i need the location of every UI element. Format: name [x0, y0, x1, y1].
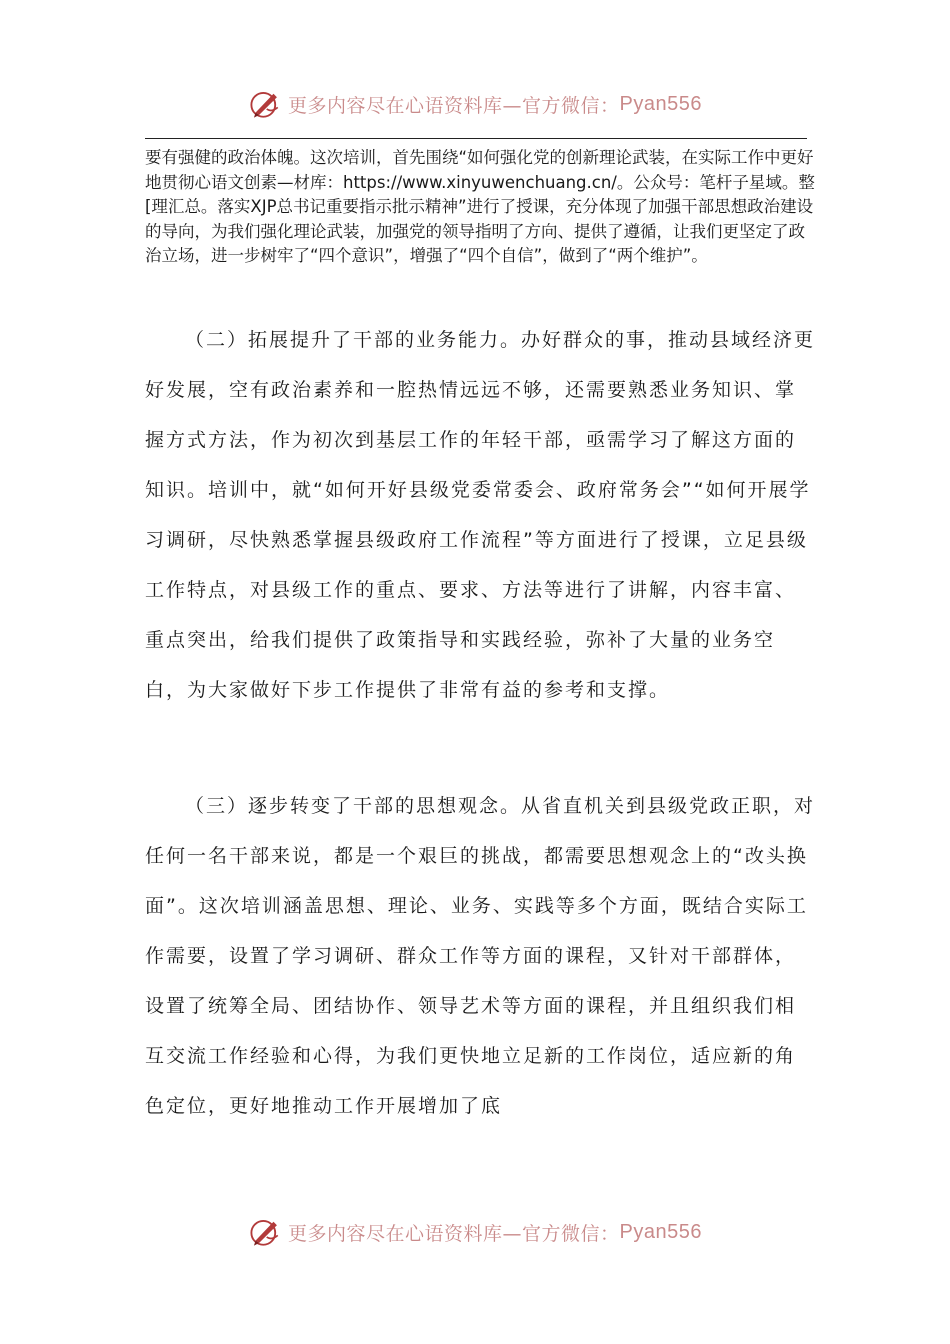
- paragraph-2: （二）拓展提升了干部的业务能力。办好群众的事，推动县域经济更好发展，空有政治素养和一腔热情远远不够，还需要熟悉业务知识、掌握方式方法，作为初次到基层工作的年轻干部，亟需学习了解这方面的知识。培训中，就“如何开好县级党委常委会、政府常务会”“如何开展学习调研，尽快熟悉掌握县级政府工作流程”等方面进行了授课，立足县级工作特点，对县级工作的重点、要求、方法等进行了讲解，内容丰富、重点突出，给我们提供了政策指导和实践经验，弥补了大量的业务空白，为大家做好下步工作提供了非常有益的参考和支撑。: [145, 329, 816, 701]
- banner-text: 更多内容尽在心语资料库—官方微信：: [288, 1222, 620, 1245]
- pen-circle-logo-icon: [248, 87, 282, 121]
- header-rule: [145, 138, 807, 139]
- banner-wechat-id: Pyan556: [619, 1220, 702, 1243]
- pen-circle-logo-icon: [248, 1215, 282, 1249]
- banner-wechat-id: Pyan556: [619, 92, 702, 115]
- header-banner: [0, 84, 950, 124]
- footer-banner: [0, 1212, 950, 1252]
- paragraph-1: 要有强健的政治体魄。这次培训，首先围绕“如何强化党的创新理论武装，在实际工作中更好地贯彻心语文创素—材库：https://www.xinyuwenchuang.cn/。公众号：笔杆子星域。整[理汇总。落实XJP总书记重要指示批示精神”进行了授课，充分体现了加强干部思想政治建设的导向，为我们强化理论武装，加强党的领导指明了方向、提供了遵循，让我们更坚定了政治立场，进一步树牢了“四个意识”，增强了“四个自信”，做到了“两个维护”。: [145, 148, 815, 265]
- paragraph-3: （三）逐步转变了干部的思想观念。从省直机关到县级党政正职，对任何一名干部来说，都是一个艰巨的挑战，都需要思想观念上的“改头换面”。这次培训涵盖思想、理论、业务、实践等多个方面，既结合实际工作需要，设置了学习调研、群众工作等方面的课程，又针对干部群体，设置了统筹全局、团结协作、领导艺术等方面的课程，并且组织我们相互交流工作经验和心得，为我们更快地立足新的工作岗位，适应新的角色定位，更好地推动工作开展增加了底: [145, 795, 816, 1117]
- banner-text: 更多内容尽在心语资料库—官方微信：: [288, 94, 620, 117]
